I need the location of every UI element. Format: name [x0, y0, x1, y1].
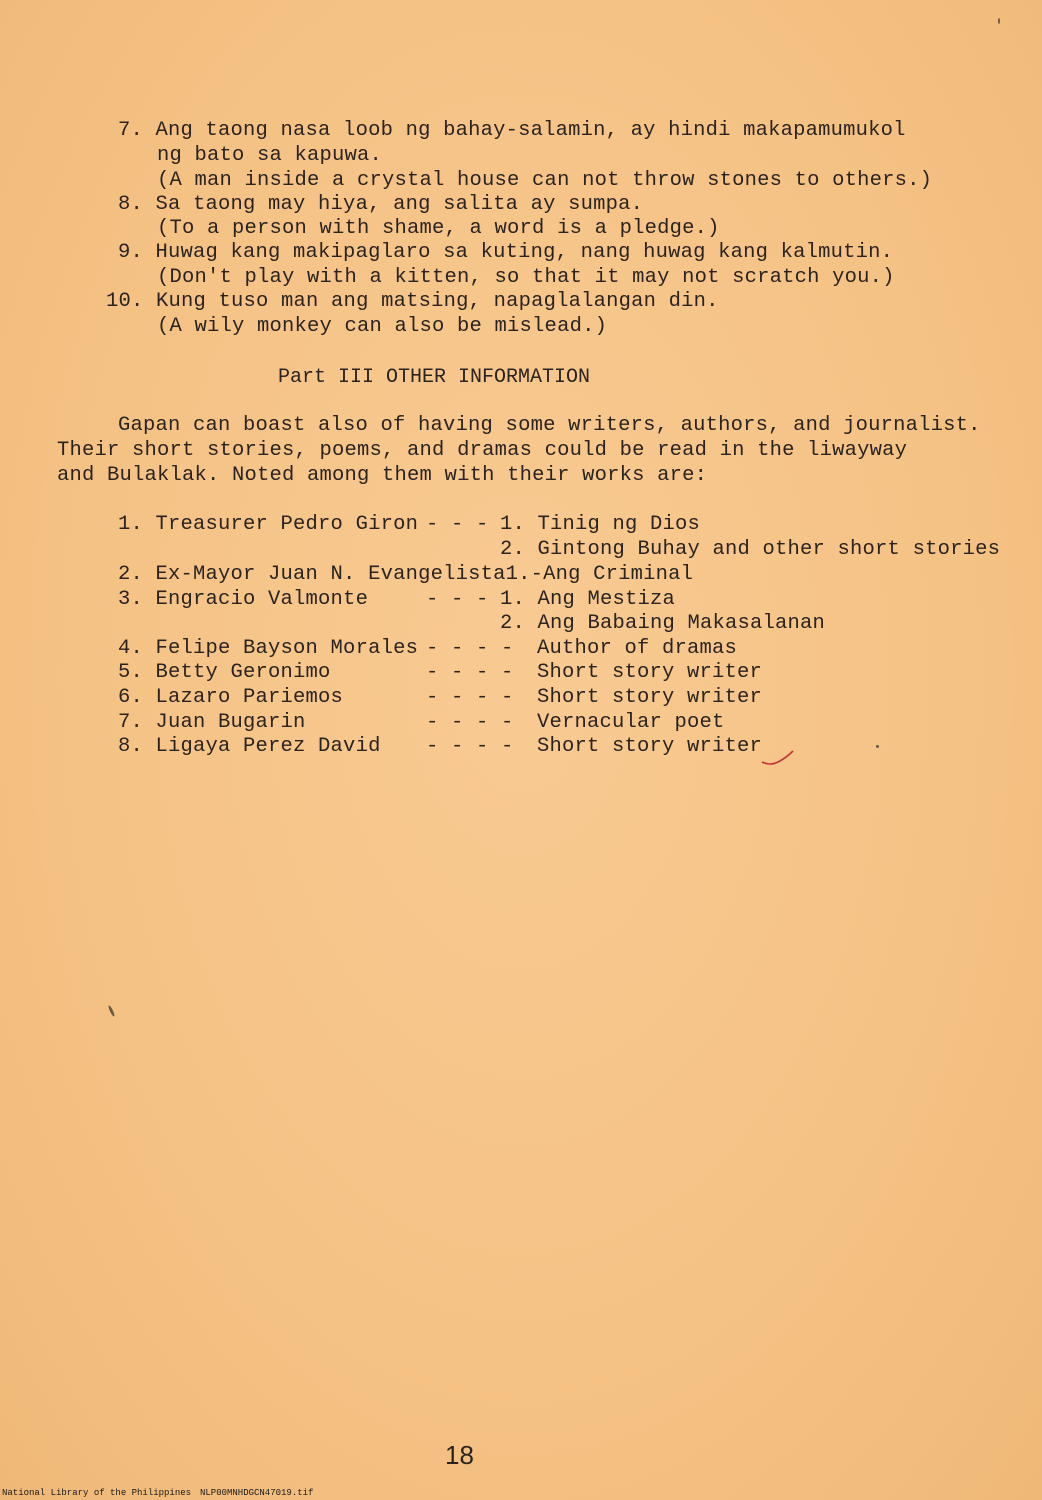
writer-number: 4. — [118, 637, 144, 660]
paper-speck — [108, 1005, 116, 1017]
writer-name: Betty Geronimo — [155, 661, 331, 684]
writer-name: Lazaro Pariemos — [155, 686, 344, 709]
writer-row — [118, 686, 343, 710]
writer-work: Vernacular poet — [537, 711, 725, 734]
paper-speck — [876, 745, 879, 748]
proverb-9-translation: (Don't play with a kitten, so that it may not scratch you.) — [157, 266, 895, 289]
writer-work: Author of dramas — [537, 637, 738, 660]
writer-row — [118, 588, 368, 612]
writer-work: Short story writer — [537, 661, 763, 684]
writer-number: 8. — [118, 735, 144, 758]
writer-number: 3. — [118, 588, 144, 611]
writer-separator: - - - - — [426, 711, 514, 734]
proverb-8-line-1 — [118, 193, 643, 217]
writer-row — [118, 711, 306, 735]
proverb-8-translation: (To a person with shame, a word is a pledge.) — [157, 217, 720, 240]
section-heading: Part III OTHER INFORMATION — [278, 366, 591, 389]
proverb-tagalog: Kung tuso man ang matsing, napaglalangan din. — [156, 290, 719, 313]
proverb-10-translation: (A wily monkey can also be mislead.) — [157, 315, 608, 338]
writer-work: 1. Ang Mestiza — [500, 588, 676, 611]
writer-name: Ligaya Perez David — [155, 735, 381, 758]
writer-number: 2. — [118, 563, 144, 586]
paper-speck — [998, 18, 1000, 24]
writer-name: Treasurer Pedro Giron — [155, 513, 419, 536]
writer-work: 2. Gintong Buhay and other short stories — [500, 538, 1001, 561]
proverb-7-line-1 — [118, 119, 906, 143]
intro-line-1: Gapan can boast also of having some writers, authors, and journalist. — [118, 414, 981, 437]
intro-line-3: and Bulaklak. Noted among them with their works are: — [57, 464, 708, 487]
proverb-number: 10. — [106, 290, 144, 313]
writer-number: 5. — [118, 661, 144, 684]
writer-work: Short story writer — [537, 735, 763, 758]
writer-name: Juan Bugarin — [155, 711, 306, 734]
proverb-number: 9. — [118, 241, 144, 264]
proverb-number: 8. — [118, 193, 144, 216]
writer-separator: - - - - — [426, 661, 514, 684]
footer-file: NLP00MNHDGCN47019.tif — [200, 1488, 314, 1498]
writer-row — [118, 661, 331, 685]
proverb-tagalog: Huwag kang makipaglaro sa kuting, nang huwag kang kalmutin. — [155, 241, 894, 264]
writer-row — [118, 735, 381, 759]
proverb-tagalog: Sa taong may hiya, ang salita ay sumpa. — [155, 193, 644, 216]
writer-work: Ang Criminal — [543, 563, 694, 586]
writer-name: Engracio Valmonte — [155, 588, 369, 611]
writer-row — [118, 513, 418, 537]
writer-separator: - - - — [426, 513, 502, 536]
writer-separator: - - - - — [426, 637, 514, 660]
writer-separator: 1.- — [505, 563, 544, 586]
proverb-7-line-2: ng bato sa kapuwa. — [157, 144, 383, 167]
writer-number: 7. — [118, 711, 144, 734]
intro-line-2: Their short stories, poems, and dramas could be read in the liwayway — [57, 439, 908, 462]
writer-separator: - - - - — [426, 686, 514, 709]
writer-number: 6. — [118, 686, 144, 709]
writer-name: Felipe Bayson Morales — [155, 637, 419, 660]
proverb-7-translation: (A man inside a crystal house can not throw stones to others.) — [157, 169, 933, 192]
writer-work: Short story writer — [537, 686, 763, 709]
writer-work: 1. Tinig ng Dios — [500, 513, 701, 536]
page-number: 18 — [445, 1440, 474, 1470]
footer-library: National Library of the Philippines — [2, 1488, 192, 1498]
writer-separator: - - - - — [426, 735, 514, 758]
proverb-tagalog: Ang taong nasa loob ng bahay-salamin, ay hindi makapamumukol — [155, 119, 906, 142]
writer-work: 2. Ang Babaing Makasalanan — [500, 612, 826, 635]
writer-row — [118, 563, 693, 587]
proverb-9-line-1 — [118, 241, 893, 265]
writer-number: 1. — [118, 513, 144, 536]
writer-row — [118, 637, 418, 661]
proverb-10-line-1 — [106, 290, 719, 314]
writer-name: Ex-Mayor Juan N. Evangelista — [155, 563, 506, 586]
writer-separator: - - - — [426, 588, 502, 611]
red-check-mark-icon — [760, 748, 796, 770]
proverb-number: 7. — [118, 119, 144, 142]
